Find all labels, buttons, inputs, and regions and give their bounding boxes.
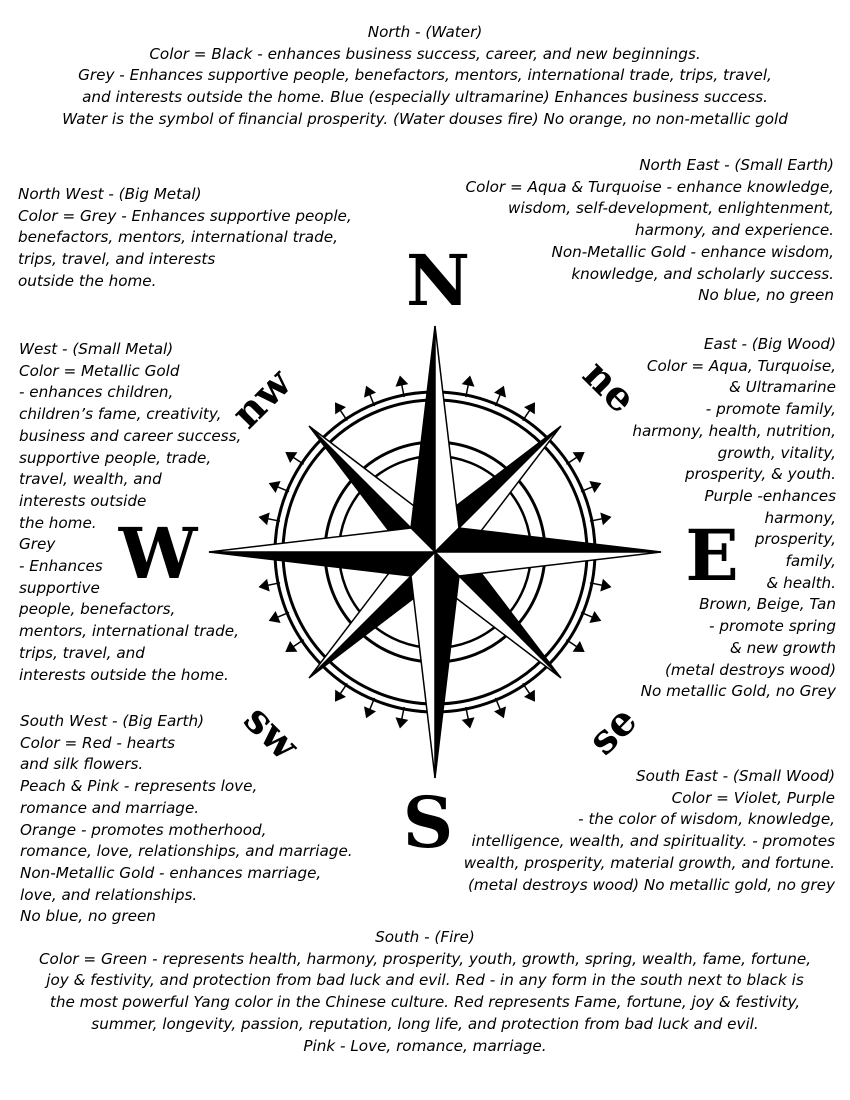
east-text-line: No metallic Gold, no Grey [640,682,836,701]
southwest-text-line: Non-Metallic Gold - enhances marriage, [20,863,322,882]
star-point-dark-half [435,552,459,778]
west-text-line: interests outside [19,491,147,510]
east-text-line: Brown, Beige, Tan [699,595,836,614]
east-text-line: - promote spring [709,617,836,636]
star-point-dark-half [435,528,661,552]
northeast-text-line: No blue, no green [698,286,834,305]
north-text-line: Grey - Enhances supportive people, benefactors, mentors, international trade, trips, travel, [78,66,772,85]
north-text-line: North - (Water) [367,23,483,41]
west-text-line: people, benefactors, [19,600,176,619]
cardinal-label-w: W [118,512,198,595]
southwest-text-line: Peach & Pink - represents love, [20,777,258,796]
south-text-line: South - (Fire) [375,928,475,946]
tick-arrow-head [462,376,475,387]
tick-arrow-head [524,690,535,702]
northwest-text-line: North West - (Big Metal) [18,185,202,203]
west-text-line: West - (Small Metal) [19,340,174,358]
southeast-text-line: intelligence, wealth, and spirituality. - promotes [471,832,835,851]
tick-arrow-head [285,641,297,652]
tick-arrow-head [335,690,346,702]
southwest-text-line: love, and relationships. [20,885,198,904]
west-text-line: travel, wealth, and [19,470,162,489]
tick-arrow-head [600,513,611,526]
southeast-text-line: - the color of wisdom, knowledge, [578,810,835,829]
intercardinal-label-sw: sw [234,695,309,770]
east-text-line: prosperity, [754,530,836,549]
west-text-line: children’s fame, creativity, [19,405,222,424]
southwest-text-line: No blue, no green [20,907,156,926]
star-point-dark-half [411,326,435,552]
east-text-line: Purple -enhances [704,486,836,505]
cardinal-label-e: E [685,514,739,597]
tick-arrow-head [285,452,297,463]
tick-arrow-head [573,452,585,463]
southwest-text-line: South West - (Big Earth) [20,712,205,730]
intercardinal-label-se: se [578,696,647,765]
tick-arrow-head [259,579,270,592]
west-text-line: - Enhances [19,557,103,576]
west-text-line: supportive [19,578,100,597]
star-point-light-half [435,326,459,552]
tick-arrow-head [600,579,611,592]
cardinal-label-s: S [402,781,454,864]
southwest-text-line: Orange - promotes motherhood, [20,820,267,839]
southeast-text-line: South East - (Small Wood) [636,767,835,785]
south-text-line: Color = Green - represents health, harmony, prosperity, youth, growth, spring, wealth, fame, fortune, [38,949,812,968]
east-text-line: & Ultramarine [728,378,836,397]
southwest-text-line: and silk flowers. [20,755,144,774]
west-text-line: mentors, international trade, [19,622,239,641]
south-text-line: the most powerful Yang color in the Chinese culture. Red represents Fame, fortune, joy & festivity, [49,993,801,1012]
west-text-line: Grey [19,535,56,554]
east-text-line: prosperity, & youth. [685,465,836,484]
southwest-text-line: romance, love, relationships, and marriage. [20,842,353,861]
east-text-line: Color = Aqua, Turquoise, [646,356,836,375]
star-point-light-half [435,552,661,576]
southeast-text-line: (metal destroys wood) No metallic gold, no grey [467,875,835,894]
tick-arrow-head [462,717,475,728]
cardinal-label-n: N [406,239,470,322]
tick-arrow-head [259,513,270,526]
west-text-line: interests outside the home. [19,665,229,684]
north-text-line: Water is the symbol of financial prosperity. (Water douses fire) No orange, no non-metallic gold [62,109,788,128]
east-text-line: & health. [766,573,836,592]
tick-arrow-head [396,376,409,387]
northwest-text-line: Color = Grey - Enhances supportive people, [18,206,352,225]
southeast-text-line: wealth, prosperity, material growth, and fortune. [463,853,835,872]
south-text-line: joy & festivity, and protection from bad luck and evil. Red - in any form in the south next to black is [46,971,804,990]
northeast-text-line: Color = Aqua & Turquoise - enhance knowledge, [465,177,834,196]
star-point-light-half [209,528,435,552]
northeast-text-line: harmony, and experience. [634,221,834,240]
northeast-text-line: knowledge, and scholarly success. [571,264,834,283]
tick-arrow-head [524,402,535,414]
east-text-line: (metal destroys wood) [664,660,836,679]
south-text-line: summer, longevity, passion, reputation, long life, and protection from bad luck and evil. [91,1014,759,1033]
northwest-text-line: outside the home. [18,271,157,290]
northwest-text-line: trips, travel, and interests [18,250,216,269]
northeast-text-line: North East - (Small Earth) [639,156,834,174]
northeast-text-line: wisdom, self-development, enlightenment, [508,199,834,218]
tick-arrow-head [335,402,346,414]
star-point-light-half [411,552,435,778]
east-text-line: growth, vitality, [717,443,836,462]
west-text-line: Color = Metallic Gold [19,361,180,380]
tick-arrow-head [573,641,585,652]
east-text-line: - promote family, [705,400,836,419]
west-text-line: - enhances children, [19,383,174,402]
southwest-text-line: romance and marriage. [20,798,200,817]
tick-arrow-head [396,717,409,728]
star-point-dark-half [209,552,435,576]
southwest-text-line: Color = Red - hearts [20,733,176,752]
east-text-line: & new growth [729,638,836,657]
intercardinal-label-ne: ne [573,350,646,423]
east-text-line: harmony, [764,508,836,527]
southeast-text-line: Color = Violet, Purple [671,788,835,807]
south-text-line: Pink - Love, romance, marriage. [303,1036,547,1055]
intercardinal-label-nw: nw [222,359,301,438]
west-text-line: supportive people, trade, [19,448,212,467]
east-text-line: family, [785,552,836,571]
west-text-line: the home. [19,513,97,532]
west-text-line: trips, travel, and [19,643,145,662]
northwest-text-line: benefactors, mentors, international trade, [18,228,338,247]
north-text-line: Color = Black - enhances business success, career, and new beginnings. [149,44,701,63]
north-text-line: and interests outside the home. Blue (especially ultramarine) Enhances business success. [82,88,768,107]
west-text-line: business and career success, [19,426,242,445]
northeast-text-line: Non-Metallic Gold - enhance wisdom, [551,242,834,261]
east-text-line: East - (Big Wood) [703,335,836,353]
east-text-line: harmony, health, nutrition, [632,421,836,440]
